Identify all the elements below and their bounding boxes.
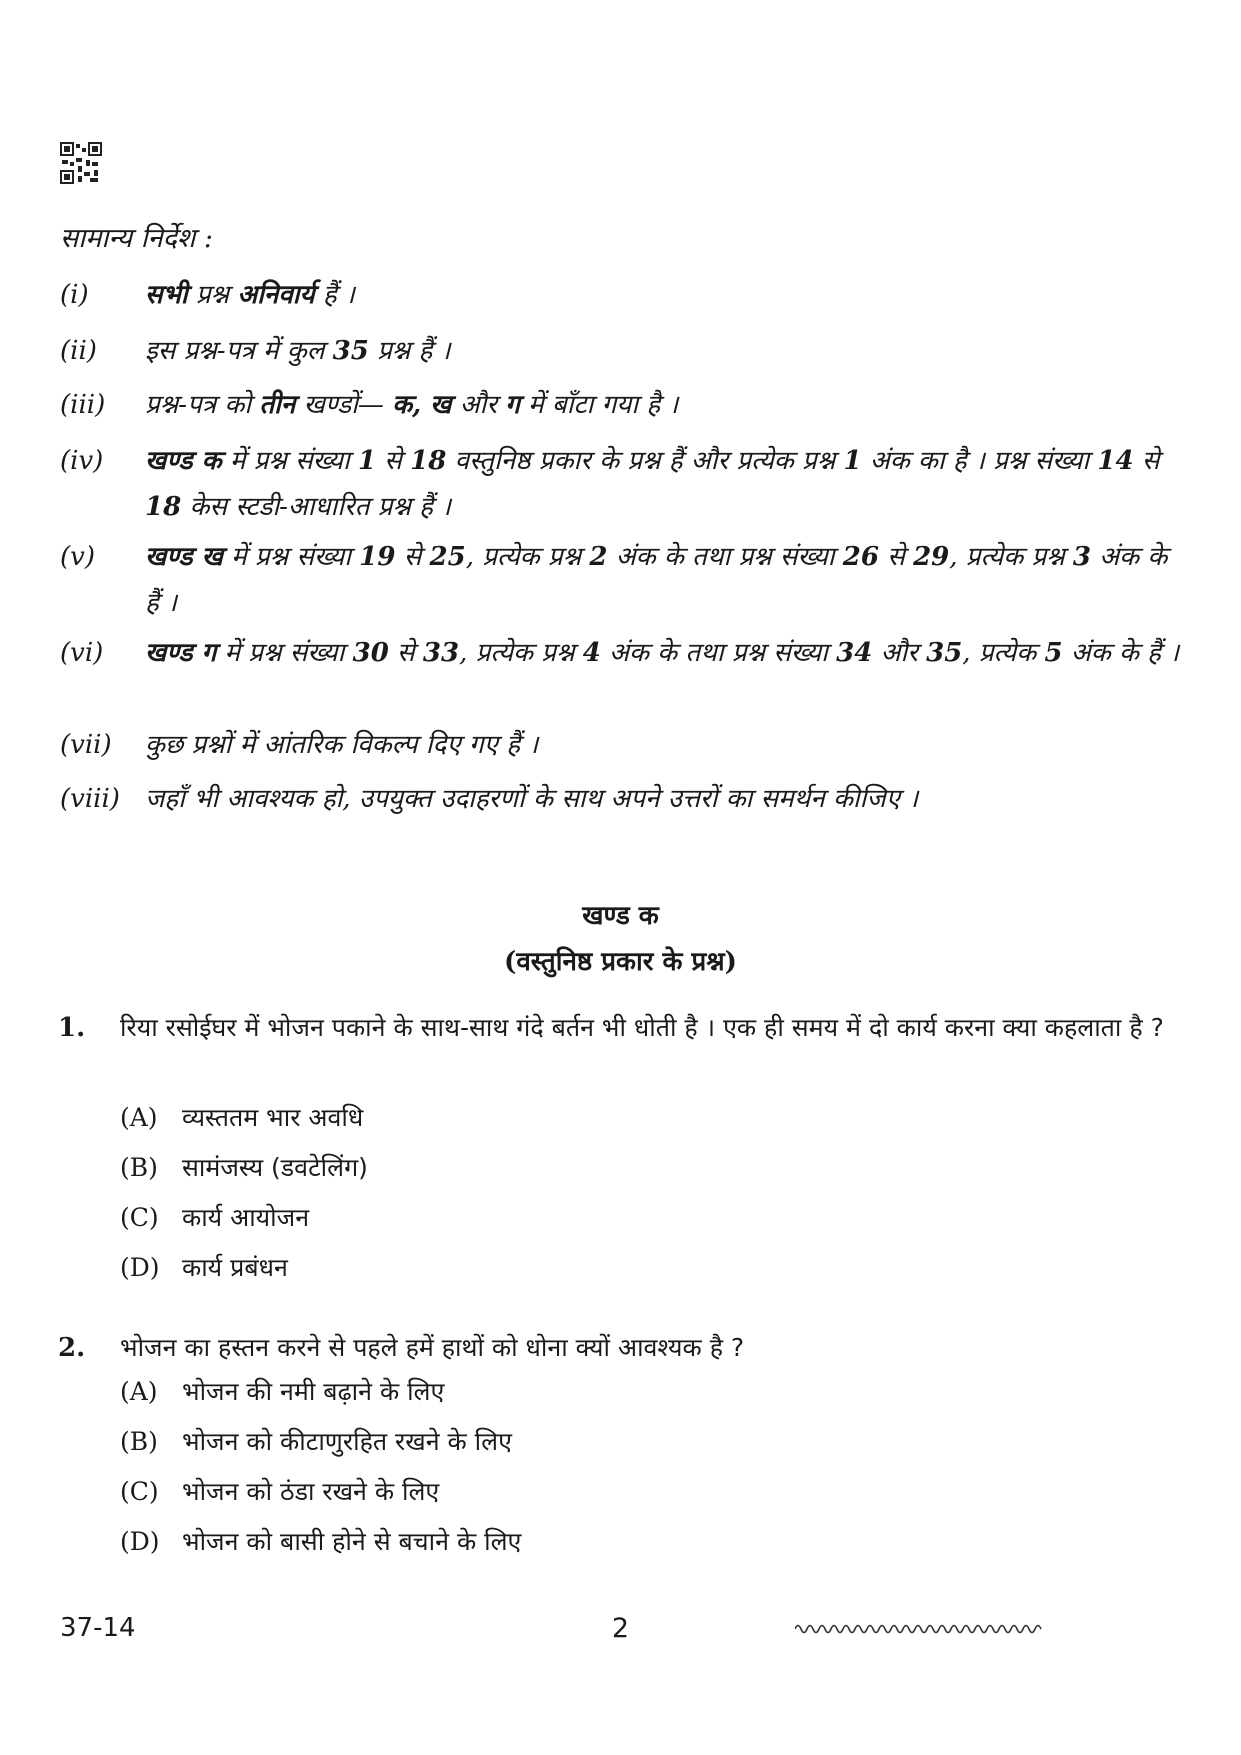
question-text: भोजन का हस्तन करने से पहले हमें हाथों को धोना क्यों आवश्यक है ?: [120, 1333, 745, 1362]
instruction-text: जहाँ भी आवश्यक हो, उपयुक्त उदाहरणों के साथ अपने उत्तरों का समर्थन कीजिए ।: [145, 784, 919, 814]
option-label: (D): [120, 1253, 160, 1282]
question-number: 1.: [58, 1013, 86, 1043]
instruction-item: [60, 722, 1180, 768]
option-label: (C): [120, 1203, 159, 1232]
instruction-text: इस प्रश्न-पत्र में कुल 35 प्रश्न हैं ।: [145, 336, 451, 366]
option-item: [120, 1424, 512, 1458]
question-number: 2.: [58, 1333, 86, 1363]
general-instructions-title: सामान्य निर्देश :: [60, 223, 213, 254]
question-item: [58, 1324, 1178, 1372]
section-title: खण्ड क: [582, 901, 659, 931]
option-text: भोजन की नमी बढ़ाने के लिए: [182, 1377, 445, 1406]
section-subtitle: (वस्तुनिष्ठ प्रकार के प्रश्न): [504, 947, 737, 977]
instruction-number: (viii): [60, 784, 120, 814]
instruction-item: [60, 438, 1180, 530]
option-item: [120, 1374, 444, 1408]
option-label: (B): [120, 1153, 158, 1182]
qr-code-icon: [60, 142, 102, 184]
instruction-number: (i): [60, 280, 89, 310]
option-item: [120, 1474, 439, 1508]
option-label: (C): [120, 1477, 159, 1506]
instruction-text: सभी प्रश्न अनिवार्य हैं ।: [145, 280, 355, 310]
instruction-text: खण्ड ग में प्रश्न संख्या 30 से 33, प्रत्येक प्रश्न 4 अंक के तथा प्रश्न संख्या 34 और 35, प्रत्येक 5 अंक के हैं ।: [145, 638, 1180, 668]
option-text: भोजन को ठंडा रखने के लिए: [182, 1477, 440, 1506]
option-item: [120, 1524, 521, 1558]
instruction-text: खण्ड ख में प्रश्न संख्या 19 से 25, प्रत्येक प्रश्न 2 अंक के तथा प्रश्न संख्या 26 से 29, प्रत्येक प्रश्न 3 अंक के हैं ।: [145, 542, 1168, 618]
page-number: 2: [611, 1613, 630, 1644]
paper-code: 37-14: [60, 1613, 136, 1643]
instruction-number: (vii): [60, 730, 112, 760]
instruction-item: [60, 534, 1180, 626]
option-label: (A): [120, 1377, 158, 1406]
instruction-item: [60, 272, 1180, 318]
option-text: सामंजस्य (डवटेलिंग): [182, 1153, 368, 1182]
option-item: [120, 1150, 368, 1184]
option-label: (B): [120, 1427, 158, 1456]
wavy-line-decoration: [795, 1620, 1045, 1638]
instruction-number: (iv): [60, 446, 104, 476]
instruction-number: (iii): [60, 390, 106, 420]
instruction-text: कुछ प्रश्नों में आंतरिक विकल्प दिए गए हैं ।: [145, 730, 539, 760]
instruction-item: [60, 776, 1180, 822]
question-text: रिया रसोईघर में भोजन पकाने के साथ-साथ गंदे बर्तन भी धोती है । एक ही समय में दो कार्य करना क्या कहलाता है ?: [120, 1013, 1164, 1042]
option-text: भोजन को कीटाणुरहित रखने के लिए: [182, 1427, 512, 1456]
option-label: (D): [120, 1527, 160, 1556]
option-text: कार्य प्रबंधन: [182, 1253, 288, 1282]
option-item: [120, 1200, 309, 1234]
instruction-text: प्रश्न-पत्र को तीन खण्डों— क, ख और ग में बाँटा गया है ।: [145, 390, 679, 420]
option-label: (A): [120, 1103, 158, 1132]
instruction-number: (vi): [60, 638, 104, 668]
instruction-number: (ii): [60, 336, 97, 366]
instruction-item: [60, 382, 1180, 428]
option-text: भोजन को बासी होने से बचाने के लिए: [182, 1527, 522, 1556]
option-item: [120, 1250, 288, 1284]
option-text: व्यस्ततम भार अवधि: [182, 1103, 364, 1132]
instruction-item: [60, 328, 1180, 374]
option-item: [120, 1100, 363, 1134]
instruction-text: खण्ड क में प्रश्न संख्या 1 से 18 वस्तुनिष्ठ प्रकार के प्रश्न हैं और प्रत्येक प्रश्न 1 अंक का है । प्रश्न संख्या 14 से 18 केस स्टडी-आधारित प्रश्न हैं ।: [145, 446, 1160, 522]
instruction-item: [60, 630, 1180, 676]
question-item: [58, 1004, 1178, 1052]
option-text: कार्य आयोजन: [182, 1203, 310, 1232]
instruction-number: (v): [60, 542, 95, 572]
